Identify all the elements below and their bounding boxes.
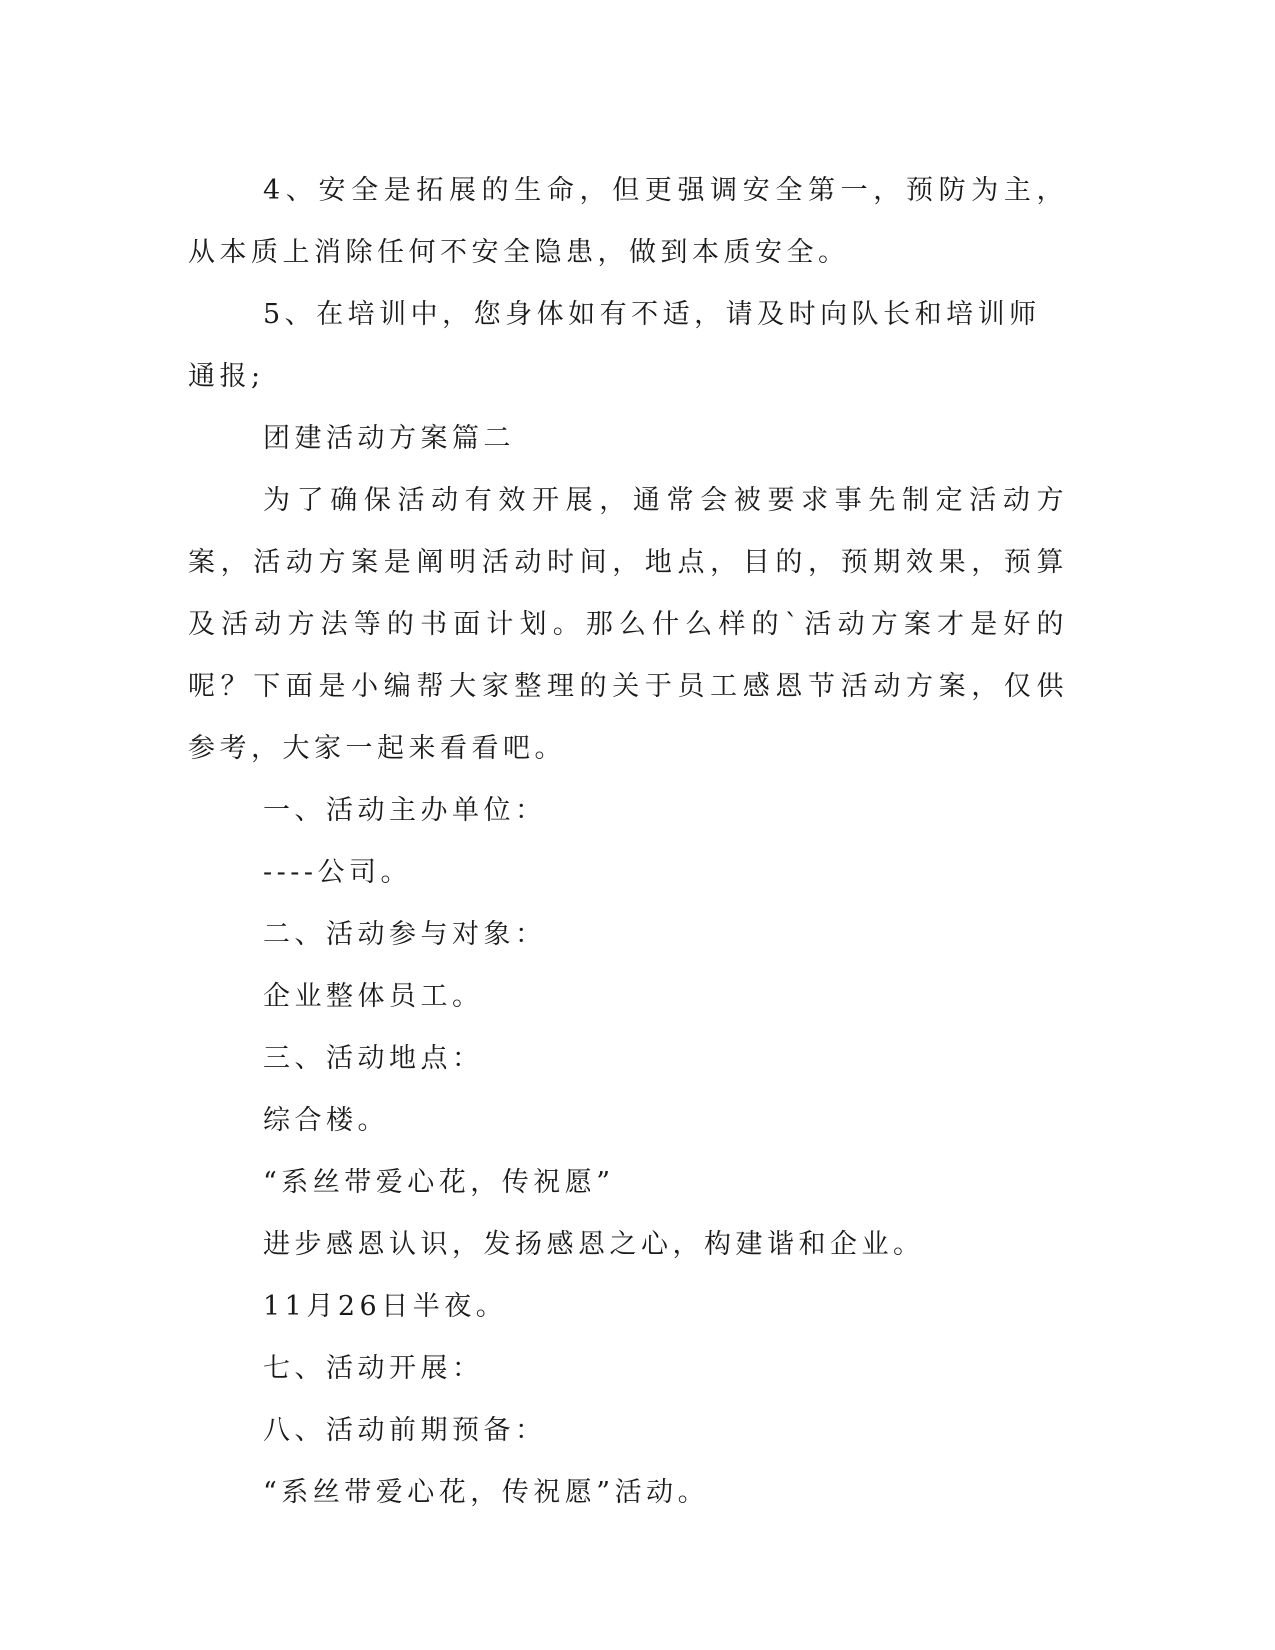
document-body — [188, 160, 1068, 1524]
paragraph-safety-rule-4: 4、安全是拓展的生命，但更强调安全第一，预防为主，从本质上消除任何不安全隐患，做到本质安全。 — [188, 175, 1068, 268]
list-item: 企业整体员工。 — [263, 981, 484, 1012]
list-item: “系丝带爱心花，传祝愿”活动。 — [263, 1477, 710, 1508]
paragraph-intro: 为了确保活动有效开展，通常会被要求事先制定活动方案，活动方案是阐明活动时间，地点，目的，预期效果，预算及活动方法等的书面计划。那么什么样的`活动方案才是好的呢？下面是小编帮大家整理的关于员工感恩节活动方案，仅供参考，大家一起来看看吧。 — [188, 485, 1068, 764]
list-item: 进步感恩认识，发扬感恩之心，构建谐和企业。 — [263, 1229, 925, 1260]
list-item: 二、活动参与对象： — [263, 919, 547, 950]
list-item: 11月26日半夜。 — [263, 1291, 508, 1322]
section-heading: 团建活动方案篇二 — [263, 423, 515, 454]
paragraph-safety-rule-5: 5、在培训中，您身体如有不适，请及时向队长和培训师通报; — [188, 299, 1041, 392]
list-item: 一、活动主办单位： — [263, 795, 547, 826]
list-item: 七、活动开展： — [263, 1353, 484, 1384]
list-item: 综合楼。 — [263, 1105, 389, 1136]
list-item: “系丝带爱心花，传祝愿” — [263, 1167, 615, 1198]
list-item: ----公司。 — [263, 857, 412, 888]
list-item: 八、活动前期预备： — [263, 1415, 547, 1446]
list-item: 三、活动地点： — [263, 1043, 484, 1074]
